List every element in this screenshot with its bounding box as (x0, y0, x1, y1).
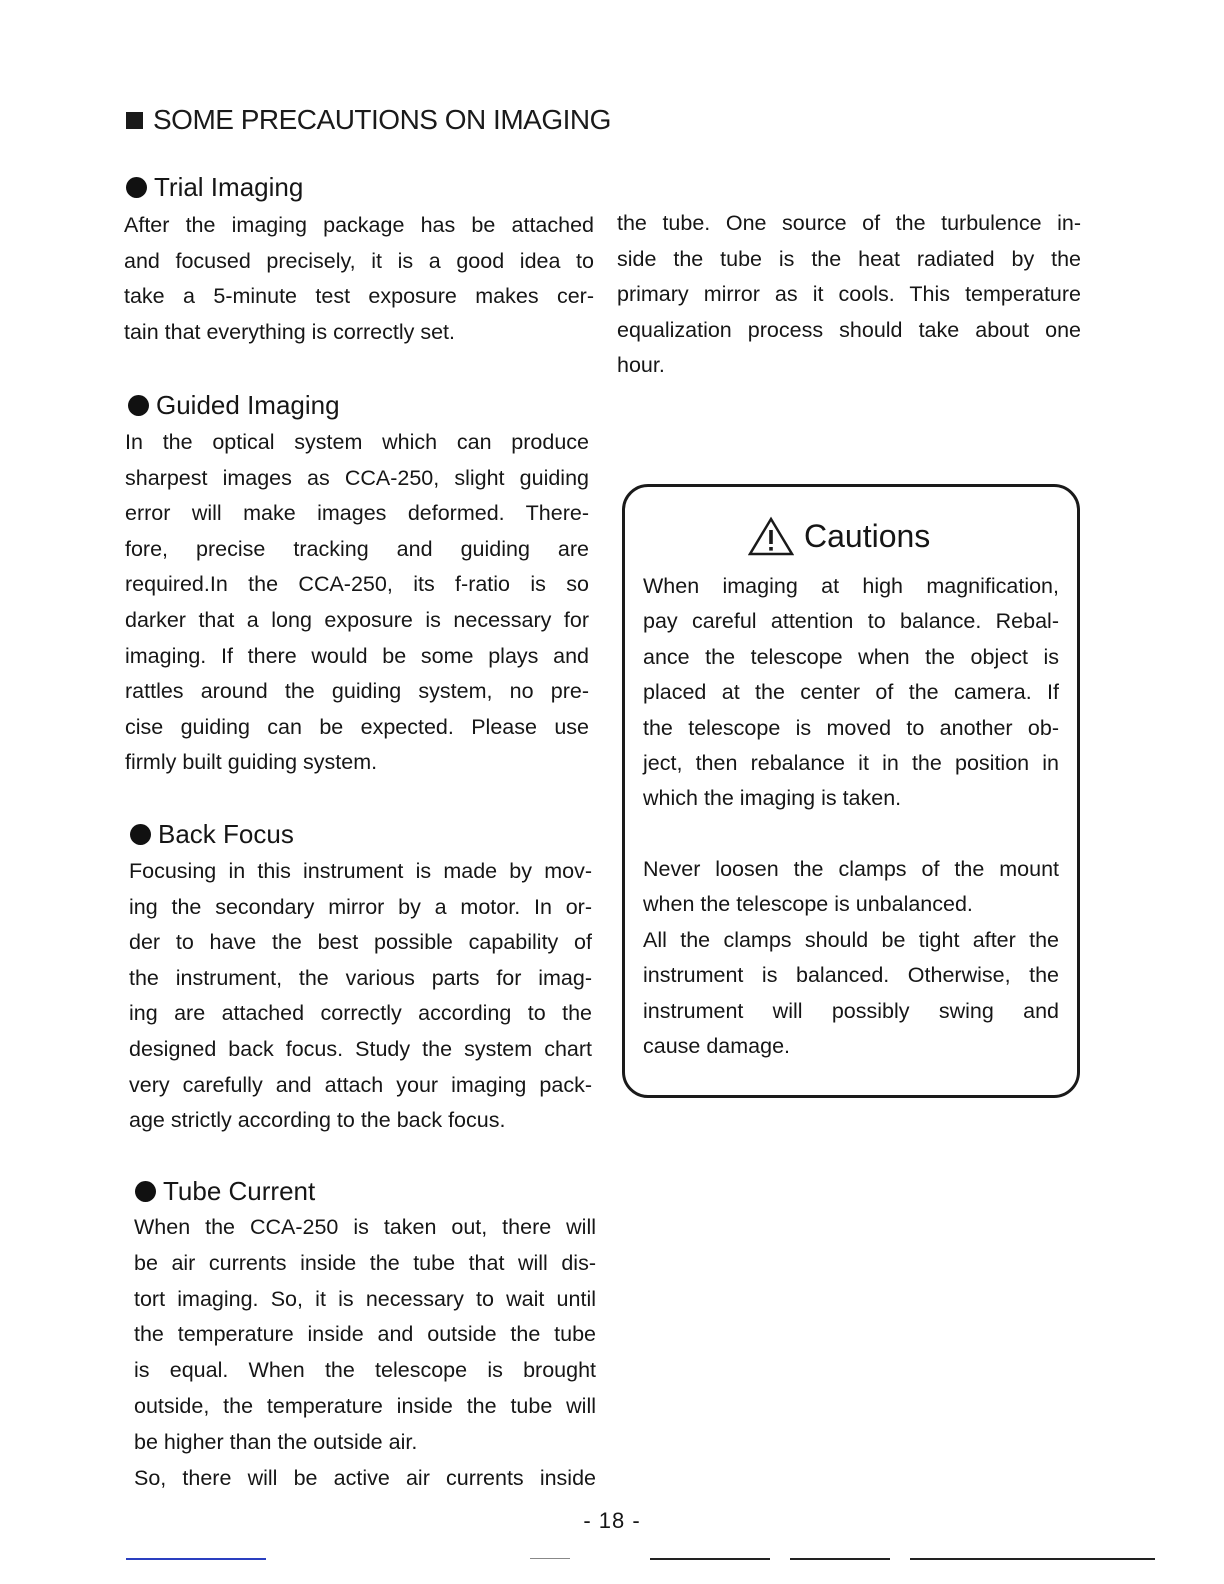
footer-rule (790, 1558, 890, 1560)
text-line: ance the telescope when the object is (643, 644, 1059, 669)
text-line: when the telescope is unbalanced. (643, 892, 973, 917)
text-line: age strictly according to the back focus. (129, 1108, 506, 1133)
text-line: sharpest images as CCA-250, slight guiding (125, 465, 589, 490)
text-line: In the optical system which can produce (125, 430, 589, 454)
text-line: side the tube is the heat radiated by the (617, 246, 1081, 271)
text-line: hour. (617, 353, 665, 378)
text-line: be higher than the outside air. (134, 1429, 418, 1454)
paragraph-trial-imaging (124, 208, 594, 350)
text-line: error will make images deformed. There- (125, 501, 589, 526)
text-line: ing the secondary mirror by a motor. In or- (129, 894, 592, 919)
text-line: pay careful attention to balance. Rebal- (643, 609, 1059, 634)
page-number: - 18 - (583, 1508, 641, 1533)
section-title-guided-imaging: Guided Imaging (128, 390, 340, 421)
text-line: When imaging at high magnification, (643, 574, 1059, 598)
text-line: placed at the center of the camera. If (643, 680, 1059, 705)
text-line: darker that a long exposure is necessary for (125, 607, 589, 632)
text-line: cise guiding can be expected. Please use (125, 714, 589, 739)
text-line: ing are attached correctly according to the (129, 1001, 592, 1026)
text-line: instrument will possibly swing and (643, 998, 1059, 1023)
page-heading (126, 104, 611, 136)
text-line: When the CCA-250 is taken out, there will (134, 1215, 596, 1239)
text-line: der to have the best possible capability of (129, 930, 592, 955)
text-line: equalization process should take about one (617, 317, 1081, 342)
text-line: very carefully and attach your imaging pack- (129, 1072, 592, 1097)
text-line: ject, then rebalance it in the position in (643, 751, 1059, 776)
text-line: rattles around the guiding system, no pre- (125, 679, 589, 704)
text-line: primary mirror as it cools. This temperature (617, 282, 1081, 307)
text-line: the instrument, the various parts for imag- (129, 965, 592, 990)
bullet-dot-icon (130, 824, 151, 845)
bullet-dot-icon (126, 177, 147, 198)
text-line: designed back focus. Study the system chart (129, 1036, 592, 1061)
text-line: imaging. If there would be some plays and (125, 643, 589, 668)
footer-rule (126, 1558, 266, 1560)
warning-triangle-icon (748, 516, 794, 556)
section-title-back-focus: Back Focus (130, 819, 294, 850)
square-bullet-icon (126, 112, 143, 129)
footer-rule (910, 1558, 1155, 1560)
text-line: So, there will be active air currents inside (134, 1465, 596, 1490)
page-heading-text: SOME PRECAUTIONS ON IMAGING (153, 104, 611, 135)
text-line: tort imaging. So, it is necessary to wait until (134, 1286, 596, 1311)
paragraph-tube-current-continued (617, 206, 1081, 384)
text-line: Focusing in this instrument is made by mov- (129, 859, 592, 883)
text-line: the telescope is moved to another ob- (643, 715, 1059, 740)
paragraph-guided-imaging (125, 425, 589, 781)
text-line: the temperature inside and outside the tube (134, 1322, 596, 1347)
cautions-paragraph-balance (643, 569, 1059, 817)
cautions-title-text: Cautions (804, 517, 931, 554)
text-line: outside, the temperature inside the tube will (134, 1393, 596, 1418)
text-line: firmly built guiding system. (125, 750, 378, 775)
cautions-title (748, 516, 930, 556)
text-line: and focused precisely, it is a good idea to (124, 248, 594, 273)
text-line: fore, precise tracking and guiding are (125, 536, 589, 561)
footer-rule (650, 1558, 770, 1560)
cautions-paragraph-clamps (643, 852, 1059, 1064)
text-line: tain that everything is correctly set. (124, 319, 456, 344)
bullet-dot-icon (135, 1181, 156, 1202)
text-line: required.In the CCA-250, its f-ratio is so (125, 572, 589, 597)
bullet-dot-icon (128, 395, 149, 416)
text-line: All the clamps should be tight after the (643, 927, 1059, 952)
section-title-tube-current: Tube Current (135, 1176, 315, 1207)
footer-rule (530, 1558, 570, 1559)
section-title-trial-imaging: Trial Imaging (126, 172, 303, 203)
text-line: cause damage. (643, 1034, 791, 1059)
text-line: Never loosen the clamps of the mount (643, 857, 1059, 881)
paragraph-back-focus (129, 854, 592, 1139)
text-line: instrument is balanced. Otherwise, the (643, 963, 1059, 988)
text-line: which the imaging is taken. (643, 786, 902, 811)
paragraph-tube-current (134, 1210, 596, 1496)
text-line: After the imaging package has be attached (124, 213, 594, 237)
text-line: take a 5-minute test exposure makes cer- (124, 284, 594, 309)
text-line: be air currents inside the tube that will dis- (134, 1250, 596, 1275)
text-line: the tube. One source of the turbulence in- (617, 211, 1081, 235)
text-line: is equal. When the telescope is brought (134, 1358, 596, 1383)
